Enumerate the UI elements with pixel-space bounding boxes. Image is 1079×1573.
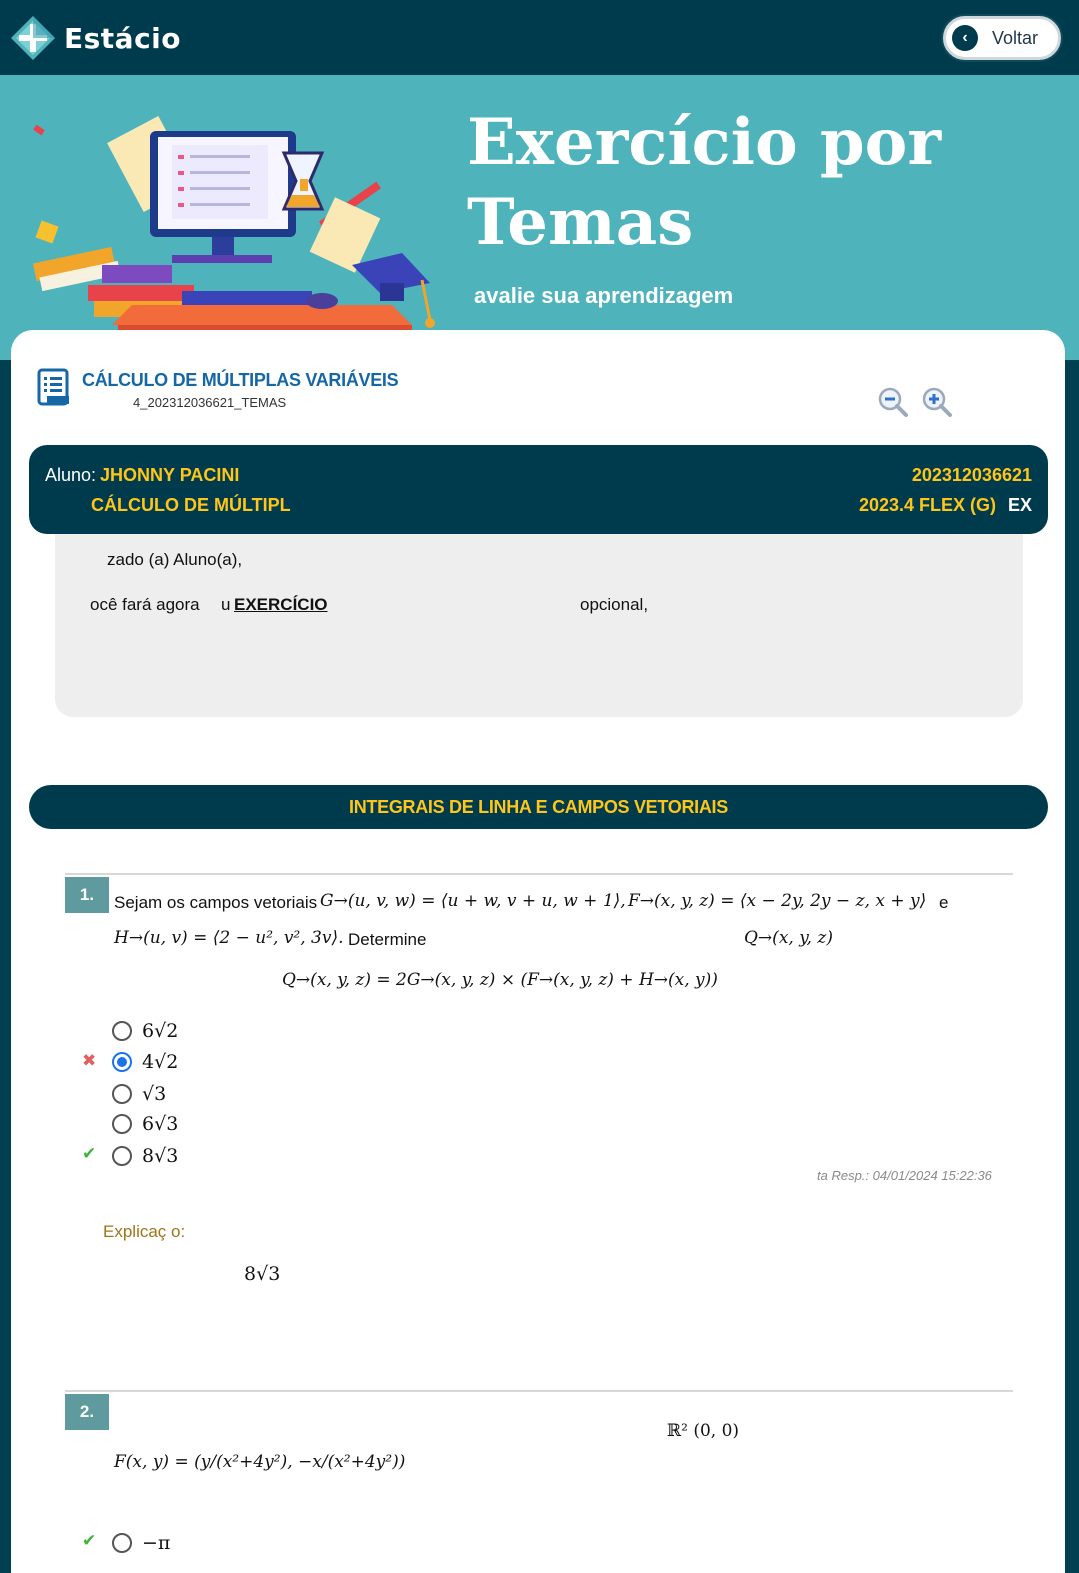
student-id: 202312036621 [911,465,1032,485]
radio-button-selected[interactable] [112,1052,132,1072]
answer-option-label: −π [142,1532,171,1554]
answer-option[interactable] [112,1113,178,1135]
radio-button[interactable] [112,1114,132,1134]
question-number: 2. [65,1394,109,1430]
correct-answer-check-icon: ✔ [82,1144,97,1163]
answer-option-label: 6√3 [142,1113,179,1135]
question-formula: Q→(x, y, z) = 2G→(x, y, z) × (F→(x, y, z) + H→(x, y)) [282,970,718,990]
answer-option[interactable] [112,1020,178,1042]
back-button-label: Voltar [992,27,1039,48]
explanation-label: Explicaç o: [103,1222,186,1241]
question-intro: Sejam os campos vetoriais [114,893,318,912]
logo-diamond-icon [10,15,56,61]
response-timestamp: ta Resp.: 04/01/2024 15:22:36 [817,1168,992,1183]
question-number: 1. [65,877,109,913]
answer-option[interactable] [112,1145,178,1167]
notice-box [55,534,1023,717]
course-title: CÁLCULO DE MÚLTIPLAS VARIÁVEIS [82,370,399,390]
question-divider [65,1390,1013,1392]
banner-title [467,103,941,263]
document-list-icon [37,368,71,406]
back-button[interactable] [943,16,1061,60]
estacio-logo[interactable] [10,15,181,61]
explanation-value: 8√3 [244,1263,281,1285]
question-conjunction: e [939,893,949,912]
radio-button[interactable] [112,1533,132,1553]
question-h-definition: H→(u, v) = ⟨2 − u², v², 3v⟩. [114,928,344,948]
banner-title-line2: Temas [467,185,694,260]
banner-title-line1: Exercício por [467,105,942,180]
answer-option-label: √3 [142,1083,167,1105]
question-domain: ℝ² (0, 0) [667,1421,740,1441]
question-function: F(x, y) = (y/(x²+4y²), −x/(x²+4y²)) [114,1452,406,1472]
answer-option[interactable] [112,1083,166,1105]
answer-option[interactable] [112,1532,170,1554]
notice-text-a: ocê fará agora [90,595,200,614]
student-tag: EX [1007,495,1032,515]
course-code: 4_202312036621_TEMAS [133,395,287,410]
answer-option-label: 6√2 [142,1020,179,1042]
question-q-reference: Q→(x, y, z) [744,928,833,948]
answer-option-selected[interactable] [112,1051,178,1073]
student-course: CÁLCULO DE MÚLTIPL [91,495,291,515]
student-label: Aluno: [45,465,97,485]
hero-banner [0,75,1079,360]
answer-option-label: 8√3 [142,1145,179,1167]
notice-greeting: zado (a) Aluno(a), [107,550,243,569]
correct-answer-check-icon: ✔ [82,1531,97,1550]
answer-option-label: 4√2 [142,1051,179,1073]
computer-study-illustration [22,115,442,345]
chevron-left-icon: ‹ [952,25,978,51]
radio-button[interactable] [112,1084,132,1104]
question-determine: Determine [348,930,427,949]
notice-exercise-link[interactable]: EXERCÍCIO [234,595,328,614]
theme-header [29,785,1048,829]
student-term: 2023.4 FLEX (G) [858,495,996,515]
wrong-answer-x-icon: ✖ [82,1051,97,1070]
banner-subtitle: avalie sua aprendizagem [474,283,734,308]
student-name: JHONNY PACINI [100,465,240,485]
radio-button[interactable] [112,1021,132,1041]
notice-text-b: u [221,595,231,614]
question-g-definition: G→(u, v, w) = ⟨u + w, v + u, w + 1⟩, [320,891,626,911]
zoom-in-icon[interactable] [921,386,953,418]
logo-text: Estácio [64,21,182,55]
top-bar [0,0,1079,75]
notice-text-c: opcional, [580,595,649,614]
zoom-out-icon[interactable] [877,386,909,418]
question-divider [65,873,1013,875]
student-info-bar [29,445,1048,534]
radio-button[interactable] [112,1146,132,1166]
theme-label: INTEGRAIS DE LINHA E CAMPOS VETORIAIS [349,796,728,817]
question-f-definition: F→(x, y, z) = ⟨x − 2y, 2y − z, x + y⟩ [628,891,927,911]
